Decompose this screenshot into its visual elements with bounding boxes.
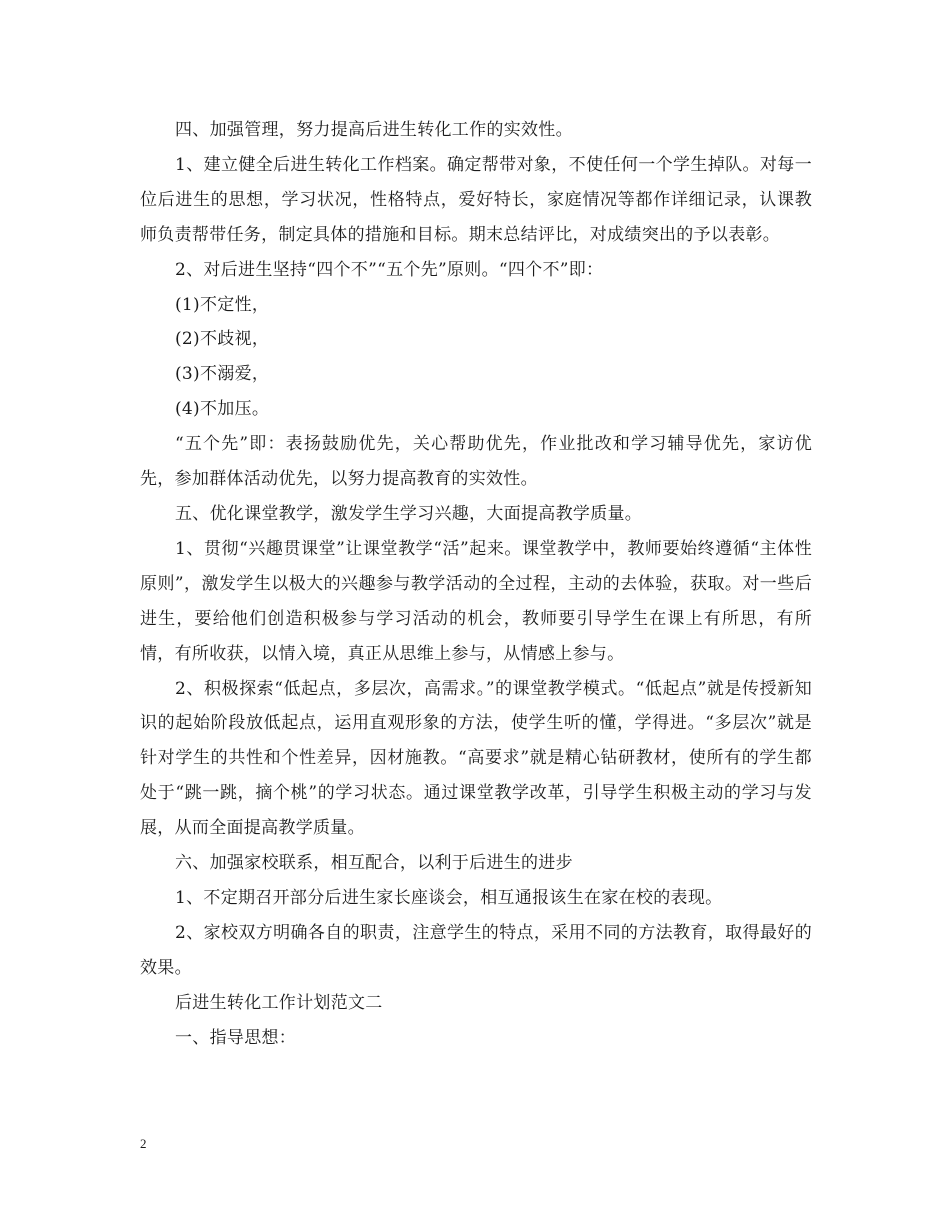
list-item-3: (3)不溺爱，: [175, 364, 270, 385]
list-item-1: (1)不定性，: [175, 294, 270, 315]
paragraph-five-firsts: “五个先”即：表扬鼓励优先，关心帮助优先，作业批改和学习辅导优先，家访优先，参加群体活动优先，以努力提高教育的实效性。: [140, 434, 812, 490]
page-number: 2: [140, 1136, 147, 1151]
section-heading-5: 五、优化课堂教学，激发学生学习兴趣，大面提高教学质量。: [175, 503, 643, 524]
section-heading-guiding: 一、指导思想：: [175, 1027, 297, 1048]
subtitle-sample-two: 后进生转化工作计划范文二: [175, 992, 383, 1013]
section-heading-4: 四、加强管理，努力提高后进生转化工作的实效性。: [175, 120, 573, 140]
list-item-4: (4)不加压。: [175, 399, 270, 420]
paragraph-responsibilities: 2、家校双方明确各自的职责，注意学生的特点，采用不同的方法教育，取得最好的效果。: [140, 922, 812, 978]
paragraph-archive: 1、建立健全后进生转化工作档案。确定帮带对象，不使任何一个学生掉队。对每一位后进生的思想，学习状况，性格特点，爱好特长，家庭情况等都作详细记录，认课教师负责帮带任务，制定具体的措施和目标。期末总结评比，对成绩突出的予以表彰。: [140, 154, 812, 245]
section-heading-6: 六、加强家校联系，相互配合，以利于后进生的进步: [175, 853, 573, 874]
paragraph-parent-meeting: 1、不定期召开部分后进生家长座谈会，相互通报该生在家在校的表现。: [175, 887, 723, 908]
document-body: [140, 113, 812, 1055]
paragraph-teaching-mode: 2、积极探索“低起点，多层次，高需求。”的课堂教学模式。“低起点”就是传授新知识的起始阶段放低起点，运用直观形象的方法，使学生听的懂，学得进。“多层次”就是针对学生的共性和个性差异，因材施教。“高要求”就是精心钻研教材，使所有的学生都处于“跳一跳，摘个桃”的学习状态。通过课堂教学改革，引导学生积极主动的学习与发展，从而全面提高教学质量。: [140, 678, 812, 839]
paragraph-interest: 1、贯彻“兴趣贯课堂”让课堂教学“活”起来。课堂教学中，教师要始终遵循“主体性原则”，激发学生以极大的兴趣参与教学活动的全过程，主动的去体验，获取。对一些后进生，要给他们创造积极参与学习活动的机会，教师要引导学生在课上有所思，有所情，有所收获，以情入境，真正从思维上参与，从情感上参与。: [140, 538, 812, 664]
list-item-2: (2)不歧视，: [175, 329, 270, 350]
paragraph-principles: 2、对后进生坚持“四个不”“五个先”原则。“四个不”即：: [175, 259, 604, 280]
